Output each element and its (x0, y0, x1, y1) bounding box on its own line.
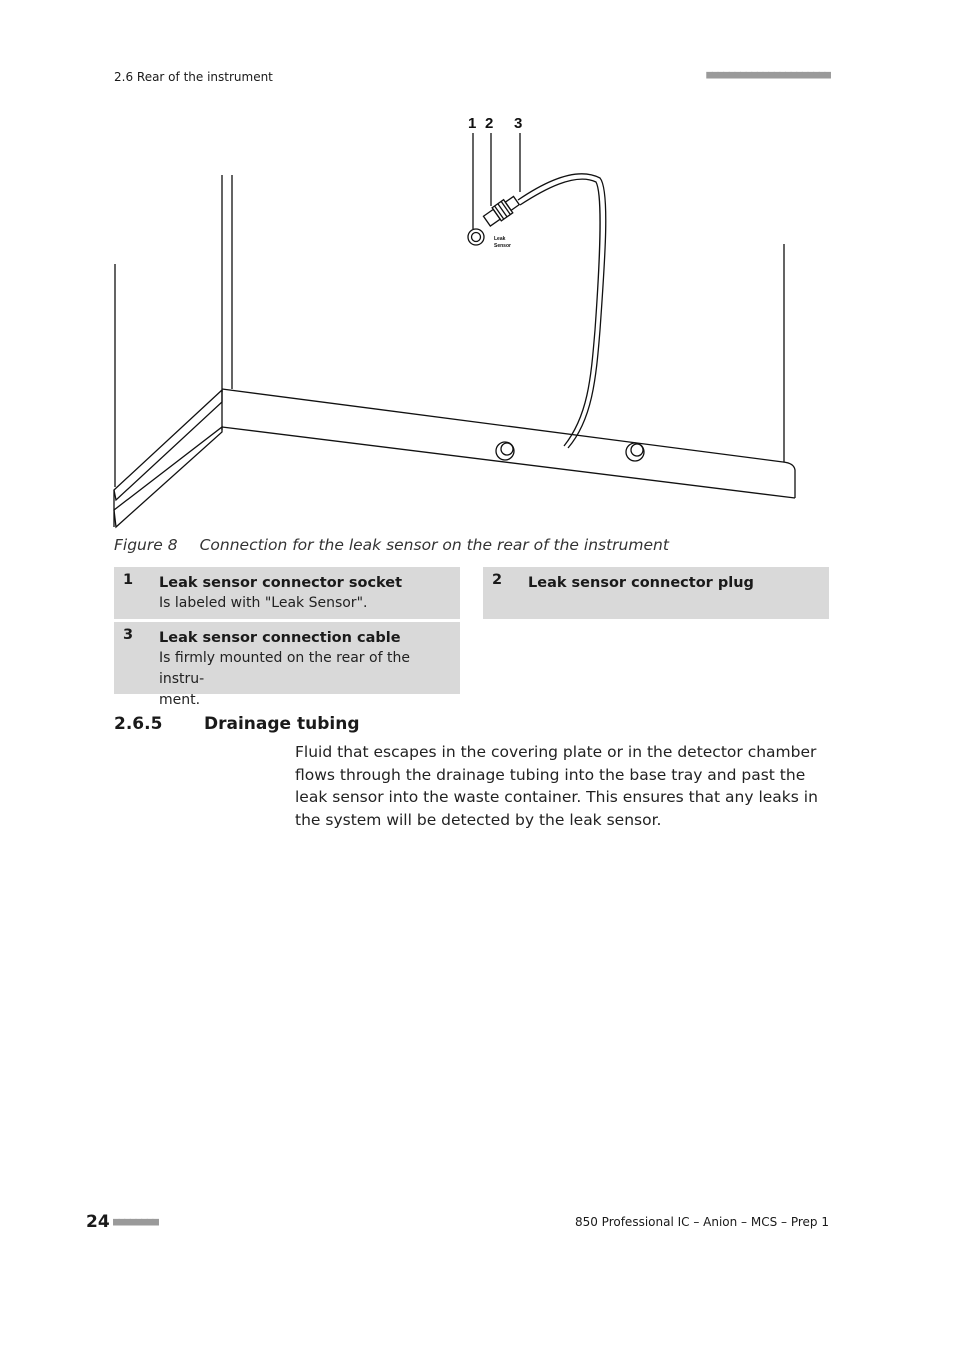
footer-document-title: 850 Professional IC – Anion – MCS – Prep 1 (574, 1215, 829, 1229)
legend-title: Leak sensor connector socket (159, 575, 403, 591)
section-title: Drainage tubing (204, 714, 360, 734)
legend-description: Is labeled with "Leak Sensor". (159, 595, 368, 611)
section-body-paragraph: Fluid that escapes in the covering plate or in the detector chamber flows through the drainage tubing into the base tray and past the leak sensor into the waste container. This ensures that any leaks in the system will be detected by the leak sensor. (295, 743, 818, 829)
figure-rear-instrument-drawing (108, 108, 808, 533)
legend-number: 2 (492, 572, 503, 588)
legend-number: 3 (123, 627, 134, 643)
section-number: 2.6.5 (114, 714, 163, 734)
legend-description: Is firmly mounted on the rear of the instru- ment. (159, 650, 410, 708)
figure-caption (114, 536, 669, 554)
figure-number: Figure 8 (114, 536, 178, 554)
socket-label-line2: Sensor (494, 243, 511, 249)
legend-number: 1 (123, 572, 134, 588)
callout-3: 3 (514, 115, 523, 132)
page-number: 24 (86, 1212, 110, 1232)
legend-item-3 (114, 622, 460, 708)
footer-decorative-dots: ■■■■■■■■ (113, 1215, 158, 1228)
socket-label-line1: Leak (494, 236, 506, 242)
callout-1: 1 (468, 115, 477, 132)
header-decorative-dots: ■■■■■■■■■■■■■■■■■■■■■■ (706, 68, 830, 81)
figure-caption-text: Connection for the leak sensor on the rear of the instrument (199, 536, 669, 554)
legend-item-1 (114, 567, 460, 619)
legend-title: Leak sensor connector plug (528, 575, 754, 591)
running-header-section: 2.6 Rear of the instrument (114, 70, 273, 84)
callout-2: 2 (485, 115, 494, 132)
legend-item-2 (483, 567, 829, 619)
legend-title: Leak sensor connection cable (159, 630, 401, 646)
